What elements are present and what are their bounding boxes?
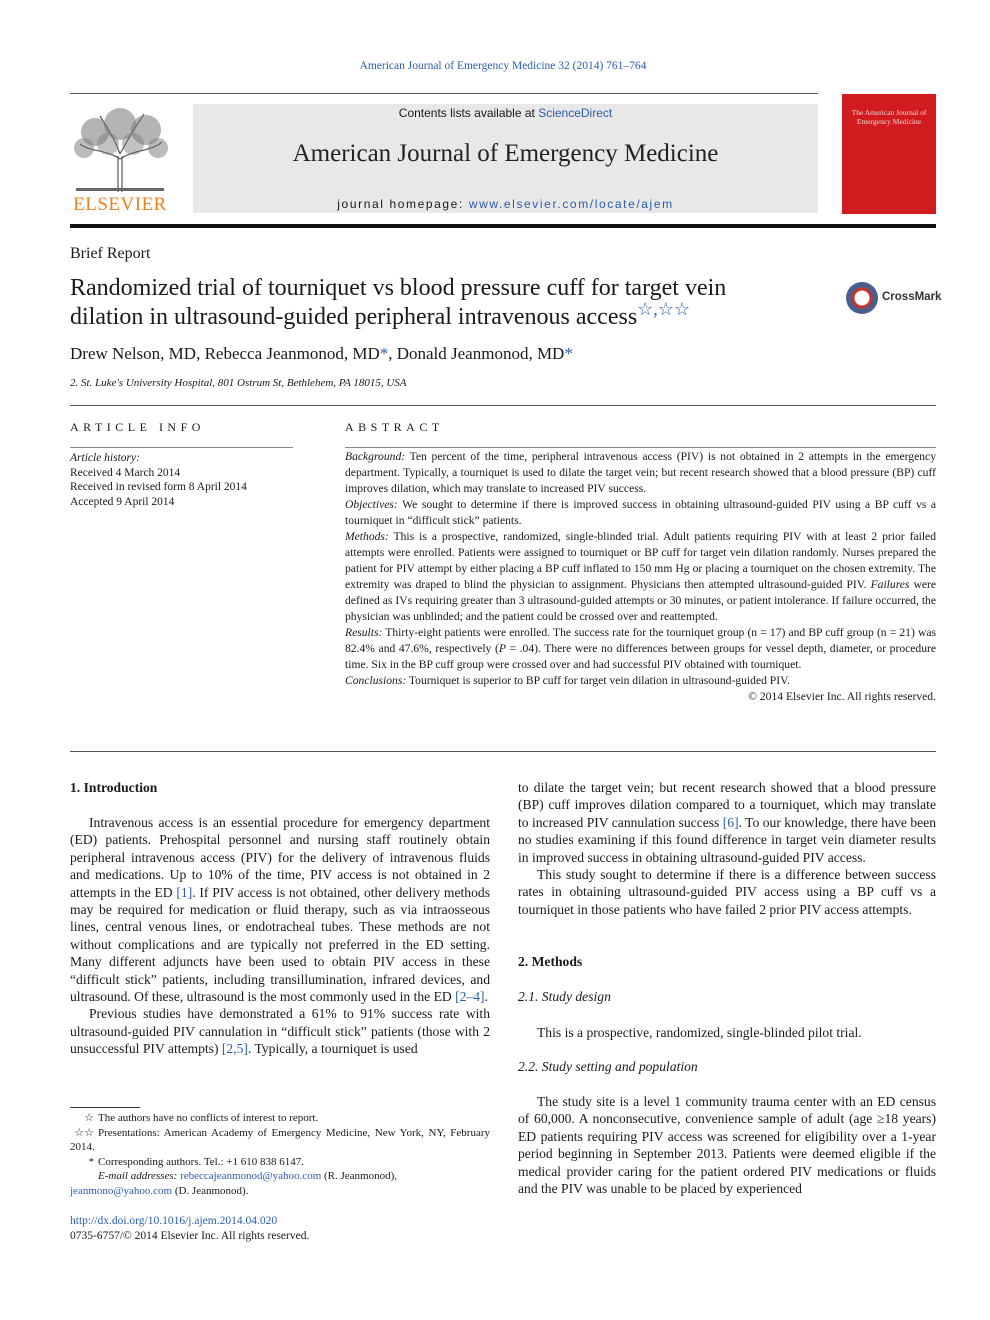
intro-paragraph-4: This study sought to determine if there is a difference between success rates in obtaining ultrasound-guided PIV access using a BP cuff vs a tourniquet in those patients who have failed 2 prior PIV access attempts. (518, 867, 936, 917)
journal-homepage (193, 197, 818, 211)
email-2-owner: (D. Jeanmonod). (172, 1184, 249, 1197)
email-r-jeanmonod-link[interactable]: rebeccajeanmonod@yahoo.com (180, 1170, 322, 1182)
email-1-owner: (R. Jeanmonod), (321, 1170, 398, 1182)
footnote-rule (70, 1107, 140, 1108)
study-setting-heading: 2.2. Study setting and population (518, 1059, 698, 1074)
ref-2-4-link[interactable]: [2–4] (455, 989, 485, 1005)
methods-label: Methods: (345, 530, 389, 543)
study-setting-paragraph: The study site is a level 1 community trauma center with an ED census of 60,000. A nonconsecutive, convenience sample of adult (age ≥18 years) ED patients requiring PIV access was screened for eligibility over a 1-year period beginning in September 2013. Patients were deemed eligible if the medical provider caring for the patient ordered PIV medications or fluids and the PIV was unable to be placed by experienced (518, 1094, 936, 1197)
footnote-emails (70, 1169, 490, 1198)
article-type: Brief Report (70, 245, 151, 262)
intro-paragraph-2 (70, 1005, 490, 1057)
abstract-results (345, 625, 936, 673)
study-design-text (518, 1024, 936, 1041)
study-design-heading: 2.1. Study design (518, 989, 611, 1004)
contents-prefix: Contents lists available at (398, 106, 539, 120)
revised-date: Received in revised form 8 April 2014 (70, 481, 247, 493)
homepage-label: journal homepage: (337, 197, 469, 211)
sciencedirect-link[interactable]: ScienceDirect (538, 106, 613, 120)
article-info-heading: ARTICLE INFO (70, 420, 205, 434)
study-setting-text (518, 1093, 936, 1197)
article-info-rule (70, 447, 293, 448)
methods-text-b: were defined as IVs requiring greater than 3 ultrasound-guided attempts or 30 minutes, or patient intolerance. If failure occurred, the physician was unblinded; and the patient could be crossed over and reattempted. (345, 578, 936, 623)
footnote-1-mark: ☆ (84, 1112, 94, 1124)
corresponding-mark-2[interactable]: * (564, 344, 573, 363)
abstract-methods (345, 529, 936, 625)
affiliation: 2. St. Luke's University Hospital, 801 Ostrum St, Bethlehem, PA 18015, USA (70, 377, 407, 389)
author-d-jeanmonod: Donald Jeanmonod, MD (396, 344, 565, 363)
abstract-rule (345, 447, 936, 448)
author-list (70, 344, 573, 364)
contents-line (193, 106, 818, 120)
intro-p1-a: Intravenous access is an essential procedure for emergency department (ED) patients. Prehospital personnel and nursing staff routinely obtain peripheral intravenous access (PIV) for the delivery of intravenous fluids and medications. Up to 10% of the time, PIV access is not obtained in 2 attempts in the ED (70, 815, 490, 900)
intro-p1-period: . (484, 989, 488, 1005)
crossmark-icon[interactable] (846, 282, 878, 314)
email-label: E-mail addresses: (98, 1170, 178, 1182)
author-separator: , (388, 344, 397, 363)
abstract-bottom-rule (70, 751, 936, 752)
abstract-background (345, 449, 936, 497)
methods-text-a: This is a prospective, randomized, single-blinded trial. Adult patients requiring PIV with at least 2 prior failed attempts were enrolled. Patients were assigned to tourniquet or BP cuff for target vein dilation randomly. Nurses prepared the patient for PIV attempt by either placing a BP cuff inflated to 150 mm Hg or placing a tourniquet on the chosen extremity. The extremity was draped to blind the physician to assignment. Physicians then attempted ultrasound-guided PIV. (345, 530, 936, 591)
email-d-jeanmonod-link[interactable]: jeanmono@yahoo.com (70, 1184, 173, 1197)
author-r-jeanmonod: Rebecca Jeanmonod, MD (204, 344, 380, 363)
ref-1-link[interactable]: [1] (176, 884, 193, 900)
study-design-paragraph: This is a prospective, randomized, single-blinded pilot trial. (537, 1025, 862, 1040)
title-line-1: Randomized trial of tourniquet vs blood pressure cuff for target vein (70, 275, 727, 301)
header-rule (70, 93, 818, 94)
doi-link[interactable]: http://dx.doi.org/10.1016/j.ajem.2014.04.020 (70, 1215, 278, 1227)
objectives-text: We sought to determine if there is improved success in obtaining ultrasound-guided PIV using a BP cuff vs a tourniquet in “difficult stick” patients. (345, 498, 936, 527)
background-text: Ten percent of the time, peripheral intravenous access (PIV) is not obtained in 2 attempts in the emergency department. Typically, a tourniquet is used to dilate the target vein; but recent research showed that a blood pressure (BP) cuff improves dilation, which may translate to increased PIV success. (345, 450, 936, 495)
footnote-1-text: The authors have no conflicts of interest to report. (98, 1112, 319, 1124)
homepage-link[interactable]: www.elsevier.com/locate/ajem (468, 197, 674, 211)
footnote-2-mark: ☆☆ (74, 1126, 94, 1139)
introduction-text (70, 814, 490, 1058)
results-text-a: Thirty-eight patients were enrolled. The success rate for the tourniquet group (n = 17) and BP cuff group (n = 21) was 82.4% and 47.6%, respectively ( (345, 626, 936, 655)
received-date: Received 4 March 2014 (70, 466, 181, 479)
introduction-heading: 1. Introduction (70, 780, 158, 795)
intro-paragraph-1 (70, 814, 490, 1005)
history-label: Article history: (70, 452, 140, 464)
journal-reference[interactable]: American Journal of Emergency Medicine 32 (2014) 761–764 (359, 60, 647, 72)
info-top-rule (70, 405, 936, 406)
doi-block (70, 1214, 309, 1244)
ref-2-5-link[interactable]: [2,5] (221, 1041, 248, 1057)
background-label: Background: (345, 450, 406, 463)
abstract-conclusions (345, 673, 936, 689)
intro-p1-b: . If PIV access is not obtained, other delivery methods may be required for medication or fluid therapy, such as via intraosseous lines, central venous lines, or endotracheal tubes. These methods are not without complications and are typically not preferred in the ED setting. Many different adjuncts have been used to obtain PIV access in these “difficult stick” patients, including transillumination, infrared devices, and ultrasound. Of these, ultrasound is the most commonly used in the ED (70, 884, 490, 1005)
footnote-3-text: Corresponding authors. Tel.: +1 610 838 6147. (98, 1155, 304, 1168)
results-text-b: = .04). There were no differences between groups for vessel depth, diameter, or procedure time. Six in the BP cuff group were crossed over and had successful PIV obtained with tourniquet. (345, 642, 937, 671)
elsevier-wordmark: ELSEVIER (73, 194, 167, 215)
journal-title: American Journal of Emergency Medicine (292, 140, 719, 167)
title-footnote-marks[interactable]: ☆,☆☆ (637, 299, 691, 319)
footnote-3 (70, 1155, 490, 1170)
footnote-3-mark: * (88, 1155, 94, 1168)
accepted-date: Accepted 9 April 2014 (70, 495, 175, 508)
results-label: Results: (345, 626, 383, 639)
abstract-objectives (345, 497, 936, 529)
intro-paragraph-3 (518, 779, 936, 866)
footnote-1 (70, 1111, 490, 1126)
corresponding-mark-1[interactable]: * (379, 344, 389, 363)
intro-p2-a: Previous studies have demonstrated a 61% to 91% success rate with ultrasound-guided PIV cannulation in “difficult stick” patients (those with 2 unsuccessful PIV attempts) (70, 1006, 490, 1057)
results-p-symbol: P (498, 642, 506, 655)
abstract-heading: ABSTRACT (345, 420, 444, 434)
title-line-2: dilation in ultrasound-guided peripheral intravenous access (70, 304, 638, 330)
objectives-label: Objectives: (345, 498, 398, 511)
conclusions-label: Conclusions: (345, 674, 407, 687)
crossmark-label[interactable]: CrossMark (882, 291, 942, 303)
methods-failures: Failures (870, 578, 910, 591)
article-title (70, 274, 830, 332)
ref-6-link[interactable]: [6] (722, 814, 739, 830)
footnote-2 (70, 1126, 490, 1155)
conclusions-text: Tourniquet is superior to BP cuff for target vein dilation in ultrasound-guided PIV. (406, 674, 790, 687)
abstract-text (345, 449, 936, 705)
right-p1-b: . To our knowledge, there have been no studies examining if this found difference in target vein diameter results in improved success in obtaining ultrasound-guided PIV access. (518, 814, 936, 865)
author-nelson: Drew Nelson, MD, (70, 344, 205, 363)
abstract-copyright: © 2014 Elsevier Inc. All rights reserved. (748, 690, 936, 703)
cover-title: The American Journal of Emergency Medicine (851, 108, 927, 126)
issn-copyright: 0735-6757/© 2014 Elsevier Inc. All rights reserved. (70, 1230, 310, 1242)
article-history (70, 451, 247, 509)
methods-heading: 2. Methods (518, 954, 583, 969)
title-divider (70, 224, 936, 228)
right-column-intro (518, 779, 936, 918)
footnote-2-text: Presentations: American Academy of Emergency Medicine, New York, NY, February 2014. (70, 1126, 490, 1153)
right-p1-a: to dilate the target vein; but recent research showed that a blood pressure (BP) cuff improves dilation compared to a tourniquet, which may translate to increased PIV cannulation success (518, 780, 936, 830)
intro-p2-b: . Typically, a tourniquet is used (247, 1041, 418, 1057)
footnotes (70, 1111, 490, 1198)
